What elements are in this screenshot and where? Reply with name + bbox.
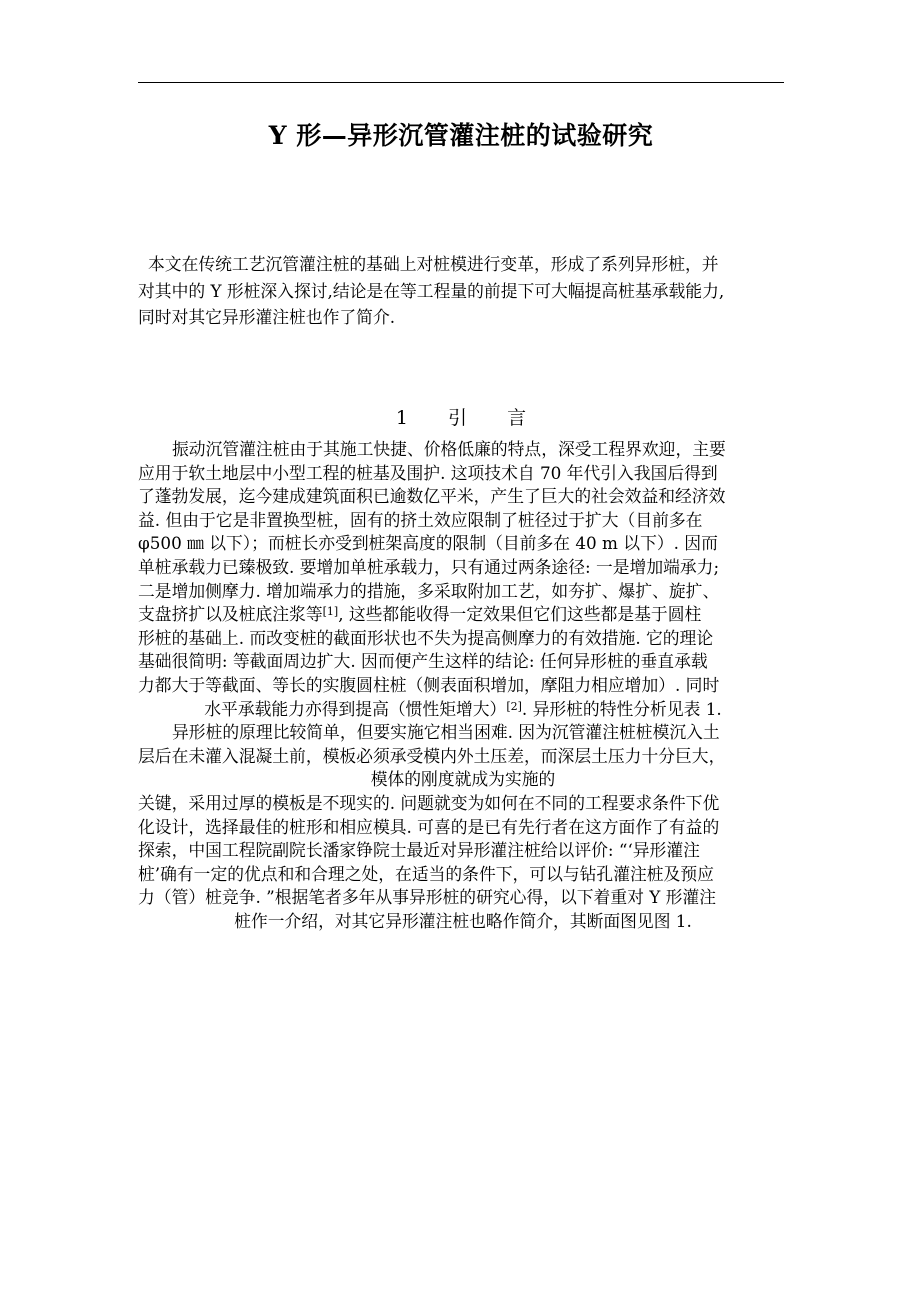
abstract-line: 同时对其它异形灌注桩也作了简介. bbox=[138, 307, 396, 327]
paragraph-line: 二是增加侧摩力. 增加端承力的措施，多采取附加工艺，如夯扩、爆扩、旋扩、 bbox=[138, 580, 720, 601]
abstract-line: 对其中的 Y 形桩深入探讨,结论是在等工程量的前提下可大幅提高桩基承载能力, bbox=[138, 280, 725, 301]
paragraph-line: 了蓬勃发展，迄今建成建筑面积已逾数亿平米，产生了巨大的社会效益和经济效 bbox=[138, 486, 726, 507]
citation-ref: [1] bbox=[322, 605, 339, 619]
header-rule bbox=[138, 82, 784, 83]
section-heading: 1 引 言 bbox=[395, 407, 527, 429]
paragraph-line: 力（管）桩竞争. ”根据笔者多年从事异形桩的研究心得，以下着重对 Y 形灌注 bbox=[138, 887, 716, 908]
paragraph-line: 关键，采用过厚的模板是不现实的. 问题就变为如何在不同的工程要求条件下优 bbox=[138, 792, 720, 813]
paragraph-line: 探索，中国工程院副院长潘家铮院士最近对异形灌注桩给以评价: “‘异形灌注 bbox=[138, 840, 700, 861]
line-text: 水平承载能力亦得到提高（惯性矩增大） bbox=[204, 698, 507, 719]
paragraph-line: 桩作一介绍，对其它异形灌注桩也略作简介，其断面图见图 1. bbox=[234, 910, 692, 931]
paragraph-line: 模体的刚度就成为实施的 bbox=[370, 769, 556, 790]
citation-ref: [2] bbox=[506, 699, 522, 713]
paragraph-line: 化设计，选择最佳的桩形和相应模具. 可喜的是已有先行者在这方面作了有益的 bbox=[138, 816, 720, 837]
paragraph-line: 基础很简明: 等截面周边扩大. 因而便产生这样的结论: 任何异形桩的垂直承载 bbox=[138, 651, 708, 672]
paragraph-line: 形桩的基础上. 而改变桩的截面形状也不失为提高侧摩力的有效措施. 它的理论 bbox=[138, 627, 714, 648]
paragraph-line: 应用于软土地层中小型工程的桩基及围护. 这项技术自 70 年代引入我国后得到 bbox=[138, 462, 718, 483]
paragraph-line: 层后在未灌入混凝土前，模板必须承受模内外土压差，而深层土压力十分巨大， bbox=[138, 745, 726, 766]
paragraph-line: 振动沉管灌注桩由于其施工快捷、价格低廉的特点，深受工程界欢迎，主要 bbox=[172, 439, 726, 459]
paragraph-line: φ500 ㎜ 以下）；而桩长亦受到桩架高度的限制（目前多在 40 m 以下）. 因而 bbox=[138, 533, 718, 554]
line-text: , 这些都能收得一定效果但它们这些都是基于圆柱 bbox=[338, 604, 702, 625]
paragraph-line: 单桩承载力已臻极致. 要增加单桩承载力，只有通过两条途径: 一是增加端承力; bbox=[138, 556, 720, 577]
paragraph-line: 桩’确有一定的优点和和合理之处，在适当的条件下，可以与钻孔灌注桩及预应 bbox=[138, 863, 714, 884]
section-body bbox=[138, 438, 788, 933]
paragraph-line bbox=[138, 603, 788, 627]
paragraph-line: 异形桩的原理比较简单，但要实施它相当困难. 因为沉管灌注桩桩模沉入土 bbox=[172, 722, 720, 743]
line-text: . 异形桩的特性分析见表 1. bbox=[521, 698, 722, 719]
abstract bbox=[138, 251, 788, 331]
paragraph-line bbox=[138, 698, 788, 722]
line-text: 支盘挤扩以及桩底注浆等 bbox=[138, 604, 323, 625]
paragraph-line: 益. 但由于它是非置换型桩，固有的挤土效应限制了桩径过于扩大（目前多在 bbox=[138, 509, 703, 530]
paragraph-line: 力都大于等截面、等长的实腹圆柱桩（侧表面积增加，摩阻力相应增加）. 同时 bbox=[138, 674, 720, 695]
abstract-line: 本文在传统工艺沉管灌注桩的基础上对桩模进行变革，形成了系列异形桩，并 bbox=[148, 254, 719, 274]
document-title: Y 形—异形沉管灌注桩的试验研究 bbox=[268, 121, 654, 150]
